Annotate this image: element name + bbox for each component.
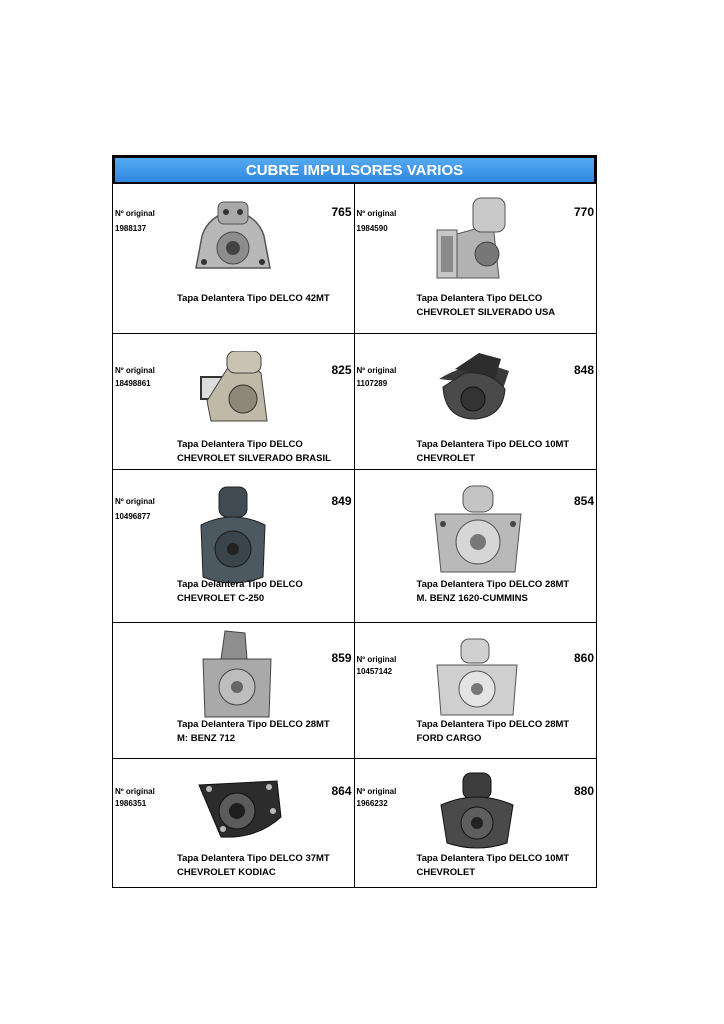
product-cell-859 [113, 623, 355, 758]
part-image-860 [433, 637, 521, 717]
original-label: Nº original [115, 497, 155, 506]
product-description [177, 718, 330, 746]
product-cell-848 [355, 334, 597, 469]
part-image-825 [193, 351, 271, 425]
original-label: Nº original [356, 787, 397, 796]
description-line-1: Tapa Delantera Tipo DELCO 28MT [416, 719, 570, 730]
product-description [177, 852, 330, 880]
original-number: 10457142 [356, 667, 393, 676]
original-number: 1966232 [356, 799, 388, 808]
catalog-row [113, 333, 596, 469]
product-description [417, 718, 570, 746]
product-code: 860 [573, 651, 594, 665]
product-code: 864 [331, 784, 352, 798]
description-line-2: FORD CARGO [416, 733, 482, 744]
description-line-2: CHEVROLET SILVERADO USA [416, 307, 556, 318]
product-code: 848 [573, 363, 594, 377]
catalog-title: CUBRE IMPULSORES VARIOS [113, 156, 596, 184]
part-image-848 [435, 349, 513, 421]
product-description [417, 852, 570, 880]
catalog-row [113, 622, 596, 758]
description-line-2: M: BENZ 712 [177, 733, 236, 744]
part-image-864 [197, 777, 283, 841]
part-image-859 [201, 629, 273, 719]
original-label: Nº original [115, 787, 155, 796]
description-line-2: CHEVROLET KODIAC [177, 867, 276, 878]
description-line-1: Tapa Delantera Tipo DELCO 42MT [177, 293, 330, 304]
description-line-1: Tapa Delantera Tipo DELCO 37MT [177, 853, 330, 864]
product-cell-860 [355, 623, 597, 758]
original-label: Nº original [356, 209, 397, 218]
part-image-854 [433, 484, 523, 574]
description-line-2: CHEVROLET [416, 867, 476, 878]
product-cell-849 [113, 470, 355, 622]
original-number: 1986351 [115, 799, 147, 808]
part-image-765 [188, 200, 278, 272]
description-line-1: Tapa Delantera Tipo DELCO [416, 293, 543, 304]
description-line-1: Tapa Delantera Tipo DELCO 10MT [416, 439, 570, 450]
product-code: 849 [331, 494, 352, 508]
description-line-1: Tapa Delantera Tipo DELCO [177, 579, 303, 590]
part-image-849 [197, 485, 269, 589]
original-number: 10496877 [115, 512, 151, 521]
part-image-880 [437, 771, 517, 851]
original-label: Nº original [356, 655, 397, 664]
product-code: 854 [573, 494, 594, 508]
product-description [417, 292, 556, 320]
original-label: Nº original [356, 366, 397, 375]
description-line-2: CHEVROLET C-250 [177, 593, 265, 604]
product-code: 859 [331, 651, 352, 665]
description-line-1: Tapa Delantera Tipo DELCO [177, 439, 303, 450]
part-image-770 [433, 194, 523, 284]
original-label: Nº original [115, 209, 155, 218]
product-cell-770 [355, 184, 597, 333]
product-description [177, 292, 330, 306]
original-number: 18498861 [115, 379, 151, 388]
product-code: 770 [573, 205, 594, 219]
original-number: 1984590 [356, 224, 388, 233]
original-number: 1107289 [356, 379, 388, 388]
product-description [417, 578, 570, 606]
description-line-2: CHEVROLET [416, 453, 476, 464]
product-description [177, 578, 303, 606]
description-line-1: Tapa Delantera Tipo DELCO 28MT [416, 579, 570, 590]
product-code: 765 [331, 205, 352, 219]
catalog-row [113, 469, 596, 622]
product-cell-854 [355, 470, 597, 622]
description-line-2: M. BENZ 1620-CUMMINS [416, 593, 528, 604]
product-cell-765 [113, 184, 355, 333]
product-cell-880 [355, 759, 597, 887]
catalog-row [113, 758, 596, 887]
product-code: 825 [331, 363, 352, 377]
catalog-row [113, 184, 596, 333]
product-description [177, 438, 331, 466]
product-description [417, 438, 570, 466]
description-line-1: Tapa Delantera Tipo DELCO 10MT [416, 853, 570, 864]
description-line-1: Tapa Delantera Tipo DELCO 28MT [177, 719, 330, 730]
catalog-table [112, 155, 597, 888]
description-line-2: CHEVROLET SILVERADO BRASIL [177, 453, 331, 464]
catalog-rows [113, 184, 596, 887]
product-cell-864 [113, 759, 355, 887]
original-label: Nº original [115, 366, 155, 375]
original-number: 1988137 [115, 224, 147, 233]
product-code: 880 [573, 784, 594, 798]
product-cell-825 [113, 334, 355, 469]
